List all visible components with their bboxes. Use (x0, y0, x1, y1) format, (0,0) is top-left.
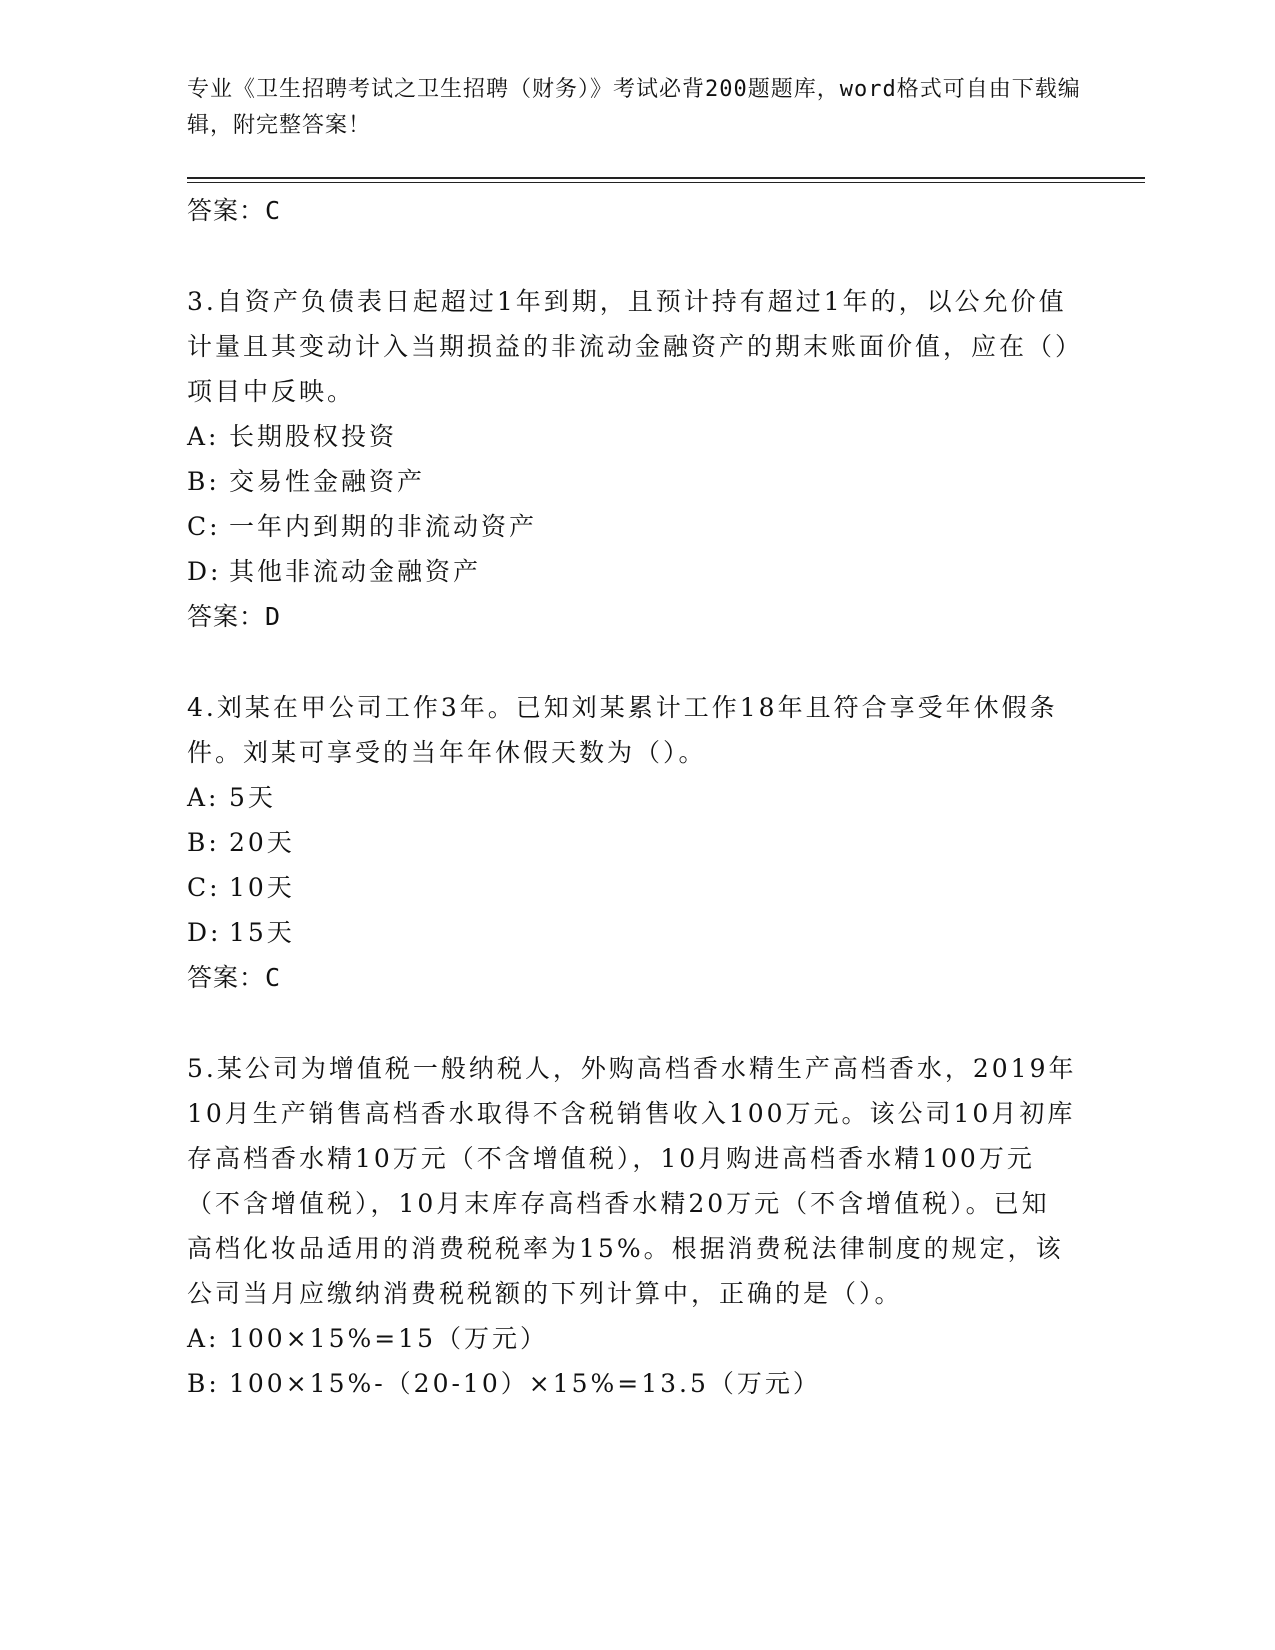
option-key: B: (187, 467, 220, 496)
question-list (187, 188, 1087, 1406)
header-divider-thick (187, 177, 1145, 179)
question-3-answer: 答案：D (187, 602, 282, 631)
option-key: B: (187, 1369, 220, 1398)
question-5-option-a (187, 1316, 1087, 1361)
option-text: 长期股权投资 (229, 422, 398, 451)
question-3-option-d (187, 549, 1087, 594)
option-key: A: (187, 422, 220, 451)
answer-previous: 答案：C (187, 196, 282, 225)
question-4-option-b (187, 820, 1087, 865)
question-3 (187, 279, 1087, 639)
spacer (187, 639, 1087, 685)
question-5-option-b (187, 1361, 1087, 1406)
option-text: 10天 (229, 873, 295, 902)
option-key: C: (187, 873, 221, 902)
option-key: C: (187, 512, 221, 541)
question-5-text: 5.某公司为增值税一般纳税人，外购高档香水精生产高档香水，2019年10月生产销售高档香水取得不含税销售收入100万元。该公司10月初库存高档香水精10万元（不含增值税），10月购进高档香水精100万元（不含增值税），10月末库存高档香水精20万元（不含增值税）。已知高档化妆品适用的消费税税率为15%。根据消费税法律制度的规定，该公司当月应缴纳消费税税额的下列计算中，正确的是（）。 (187, 1054, 1077, 1308)
option-text: 其他非流动金融资产 (229, 557, 482, 586)
option-key: D: (187, 918, 222, 947)
option-key: D: (187, 557, 222, 586)
option-text: 5天 (229, 783, 276, 812)
question-4-option-d (187, 910, 1087, 955)
option-text: 100×15%-（20-10）×15%=13.5（万元） (229, 1369, 821, 1398)
option-text: 交易性金融资产 (229, 467, 426, 496)
option-text: 一年内到期的非流动资产 (229, 512, 538, 541)
option-key: A: (187, 1324, 220, 1353)
option-text: 15天 (229, 918, 295, 947)
question-4 (187, 685, 1087, 1000)
spacer (187, 233, 1087, 279)
option-key: A: (187, 783, 220, 812)
question-4-option-a (187, 775, 1087, 820)
question-4-option-c (187, 865, 1087, 910)
question-3-option-a (187, 414, 1087, 459)
option-text: 20天 (229, 828, 295, 857)
question-3-option-b (187, 459, 1087, 504)
option-text: 100×15%=15（万元） (229, 1324, 548, 1353)
question-5 (187, 1046, 1087, 1406)
document-header: 专业《卫生招聘考试之卫生招聘（财务）》考试必背200题题库，word格式可自由下载编辑，附完整答案！ (187, 77, 1081, 138)
question-4-text: 4.刘某在甲公司工作3年。已知刘某累计工作18年且符合享受年休假条件。刘某可享受的当年年休假天数为（）。 (187, 693, 1058, 767)
question-4-answer: 答案：C (187, 963, 282, 992)
spacer (187, 1000, 1087, 1046)
question-3-text: 3.自资产负债表日起超过1年到期，且预计持有超过1年的，以公允价值计量且其变动计入当期损益的非流动金融资产的期末账面价值，应在（）项目中反映。 (187, 287, 1071, 406)
question-3-option-c (187, 504, 1087, 549)
option-key: B: (187, 828, 220, 857)
header-divider-thin (187, 182, 1145, 183)
